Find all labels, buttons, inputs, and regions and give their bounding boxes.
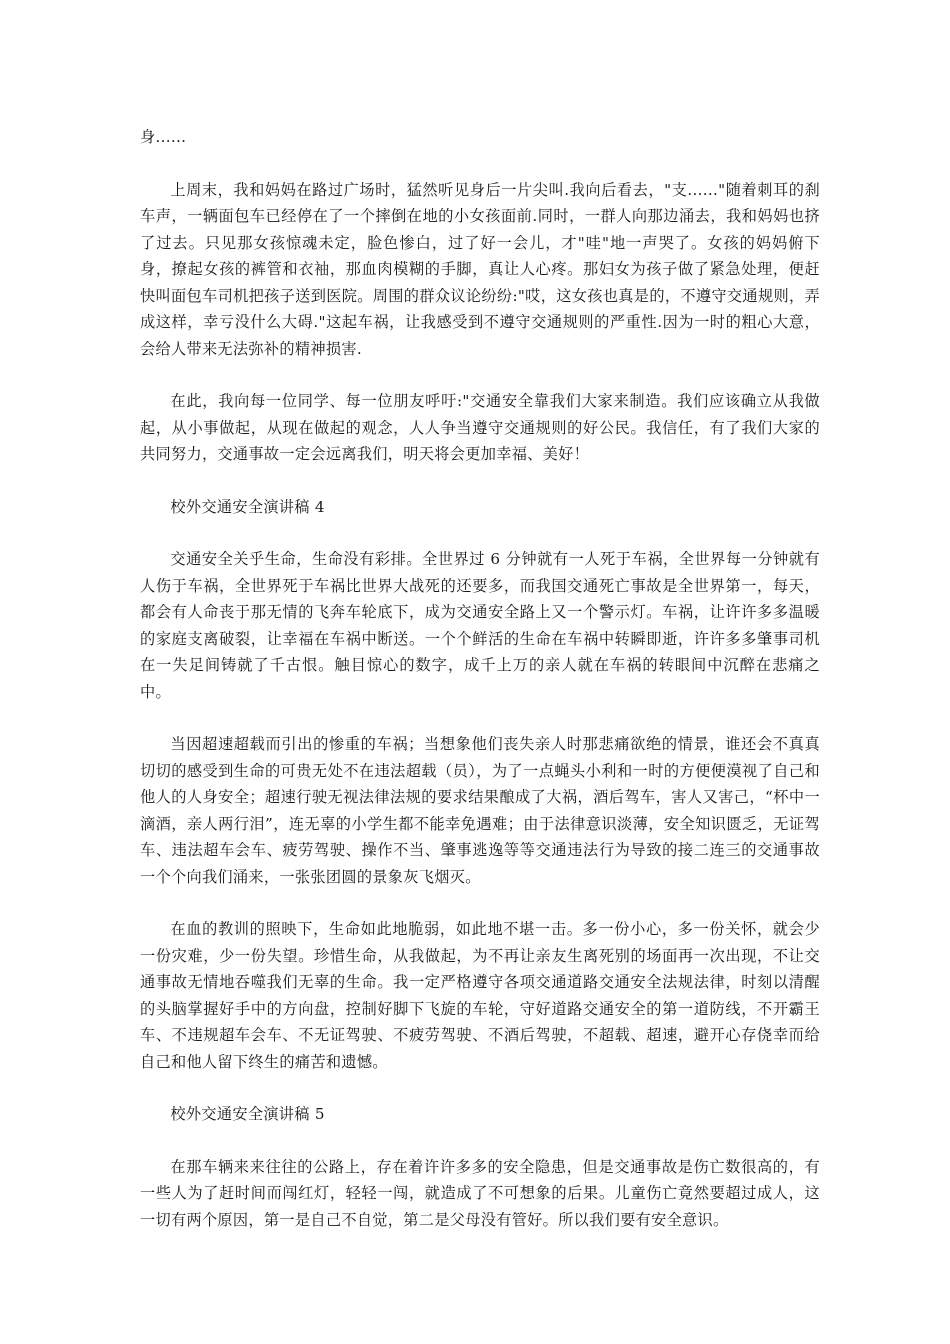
paragraph-gap bbox=[140, 520, 820, 546]
section-heading-5: 校外交通安全演讲稿 5 bbox=[170, 1105, 325, 1123]
paragraph-overload-accidents: 当因超速超载而引出的惨重的车祸；当想象他们丧失亲人时那悲痛欲绝的情景，谁还会不真真切切的感受到生命的可贵无处不在违法超载（员），为了一点蝇头小利和一时的方便便漠视了自己和他人的人身安全；超速行驶无视法律法规的要求结果酿成了大祸，酒后驾车，害人又害己，“杯中一滴酒，亲人两行泪”，连无辜的小学生都不能幸免遇难；由于法律意识淡薄，安全知识匮乏，无证驾车、违法超车会车、疲劳驾驶、操作不当、肇事逃逸等等交通违法行为导致的接二连三的交通事故一个个向我们涌来，一张张团圆的景象灰飞烟灭。 bbox=[140, 735, 820, 886]
paragraph-gap bbox=[140, 1128, 820, 1154]
paragraph-gap bbox=[140, 151, 820, 177]
paragraph-continuation: 身...... bbox=[140, 128, 187, 146]
paragraph-gap bbox=[140, 890, 820, 916]
paragraph-cherish-life: 在血的教训的照映下，生命如此地脆弱，如此地不堪一击。多一份小心，多一份关怀，就会少一份灾难，少一份失望。珍惜生命，从我做起，为不再让亲友生离死别的场面再一次出现，不让交通事故无情地吞噬我们无辜的生命。我一定严格遵守各项交通道路交通安全法规法律，时刻以清醒的头脑掌握好手中的方向盘，控制好脚下飞旋的车轮，守好道路交通安全的第一道防线，不开霸王车、不违规超车会车、不无证驾驶、不疲劳驾驶、不酒后驾驶，不超载、超速，避开心存侥幸而给自己和他人留下终生的痛苦和遗憾。 bbox=[140, 920, 820, 1071]
paragraph-appeal: 在此，我向每一位同学、每一位朋友呼吁:"交通安全靠我们大家来制造。我们应该确立从我做起，从小事做起，从现在做起的观念，人人争当遵守交通规则的好公民。我信任，有了我们大家的共同努力，交通事故一定会远离我们，明天将会更加幸福、美好！ bbox=[140, 392, 820, 463]
document-page bbox=[140, 124, 820, 1233]
paragraph-gap bbox=[140, 1075, 820, 1101]
paragraph-gap bbox=[140, 705, 820, 731]
paragraph-gap bbox=[140, 362, 820, 388]
paragraph-gap bbox=[140, 468, 820, 494]
paragraph-life-no-rehearsal: 交通安全关乎生命，生命没有彩排。全世界过 6 分钟就有一人死于车祸，全世界每一分钟就有人伤于车祸，全世界死于车祸比世界大战死的还要多，而我国交通死亡事故是全世界第一，每天，都会有人命丧于那无情的飞奔车轮底下，成为交通安全路上又一个警示灯。车祸，让许许多多温暖的家庭支离破裂，让幸福在车祸中断送。一个个鲜活的生命在车祸中转瞬即逝，许许多多肇事司机在一失足间铸就了千古恨。触目惊心的数字，成千上万的亲人就在车祸的转眼间中沉醉在悲痛之中。 bbox=[140, 550, 820, 701]
paragraph-accident-story: 上周末，我和妈妈在路过广场时，猛然听见身后一片尖叫.我向后看去，"支......"随着刺耳的刹车声，一辆面包车已经停在了一个摔倒在地的小女孩面前.同时，一群人向那边涌去，我和妈妈也挤了过去。只见那女孩惊魂未定，脸色惨白，过了好一会儿，才"哇"地一声哭了。女孩的妈妈俯下身，撩起女孩的裤管和衣袖，那血肉模糊的手脚，真让人心疼。那妇女为孩子做了紧急处理，便赶快叫面包车司机把孩子送到医院。周围的群众议论纷纷:"哎，这女孩也真是的，不遵守交通规则，弄成这样，幸亏没什么大碍."这起车祸，让我感受到不遵守交通规则的严重性.因为一时的粗心大意，会给人带来无法弥补的精神损害. bbox=[140, 180, 820, 358]
paragraph-road-hazards: 在那车辆来来往往的公路上，存在着许许多多的安全隐患，但是交通事故是伤亡数很高的，有一些人为了赶时间而闯红灯，轻轻一闯，就造成了不可想象的后果。儿童伤亡竟然要超过成人，这一切有两个原因，第一是自己不自觉，第二是父母没有管好。所以我们要有安全意识。 bbox=[140, 1157, 820, 1229]
section-heading-4: 校外交通安全演讲稿 4 bbox=[170, 497, 325, 516]
